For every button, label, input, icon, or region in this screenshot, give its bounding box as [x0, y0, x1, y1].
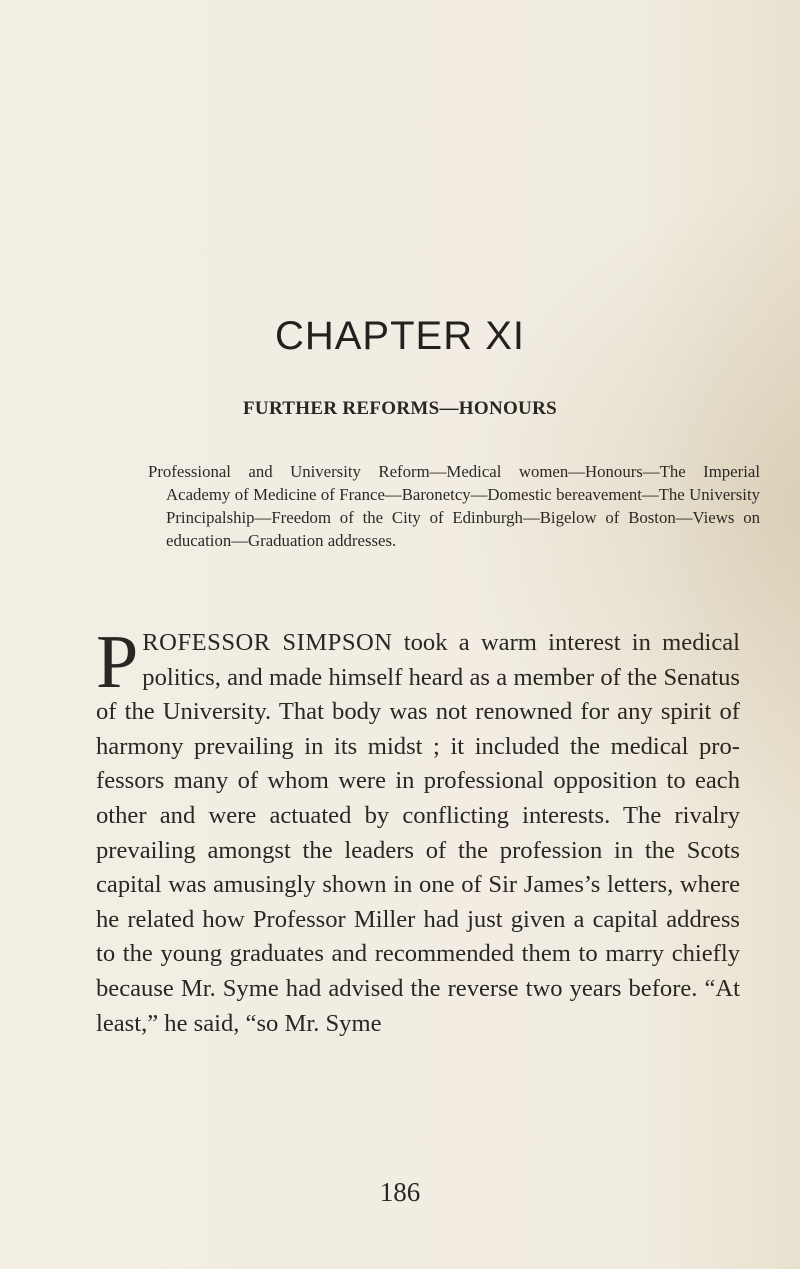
lead-in: ROFESSOR SIMPSON — [142, 629, 393, 656]
drop-cap: P — [96, 620, 139, 704]
page-number: 186 — [379, 1177, 421, 1207]
body-paragraph — [96, 620, 740, 1041]
chapter-subtitle: FURTHER REFORMS—HONOURS — [243, 398, 557, 419]
chapter-synopsis — [148, 460, 760, 552]
paragraph-text: took a warm interest in medical politics, and made himself heard as a member of the Senatus of the University. That body was not renowned for any spirit of harmony prevailing in its midst ; it included the medical professors many of whom were in professional opposition to each other and were actuated by conflicting interests. The rivalry prevailing amongst the leaders of the profession in the Scots capital was amusingly shown in one of Sir James’s letters, where he related how Professor Miller had just given a capital address to the young graduates and recommended them to marry chiefly because Mr. Syme had advised the reverse two years before. “At least,” he said, “so Mr. Syme — [96, 629, 740, 1037]
chapter-title: CHAPTER XI — [274, 314, 526, 358]
synopsis-text: Professional and University Reform—Medical women—Honours—The Imperial Academy of Medicine of France—Baronetcy—Domestic bereavement—The University Principalship—Freedom of the City of Edinburgh—Bigelow of Boston—Views on education—Graduation addresses. — [148, 462, 760, 550]
